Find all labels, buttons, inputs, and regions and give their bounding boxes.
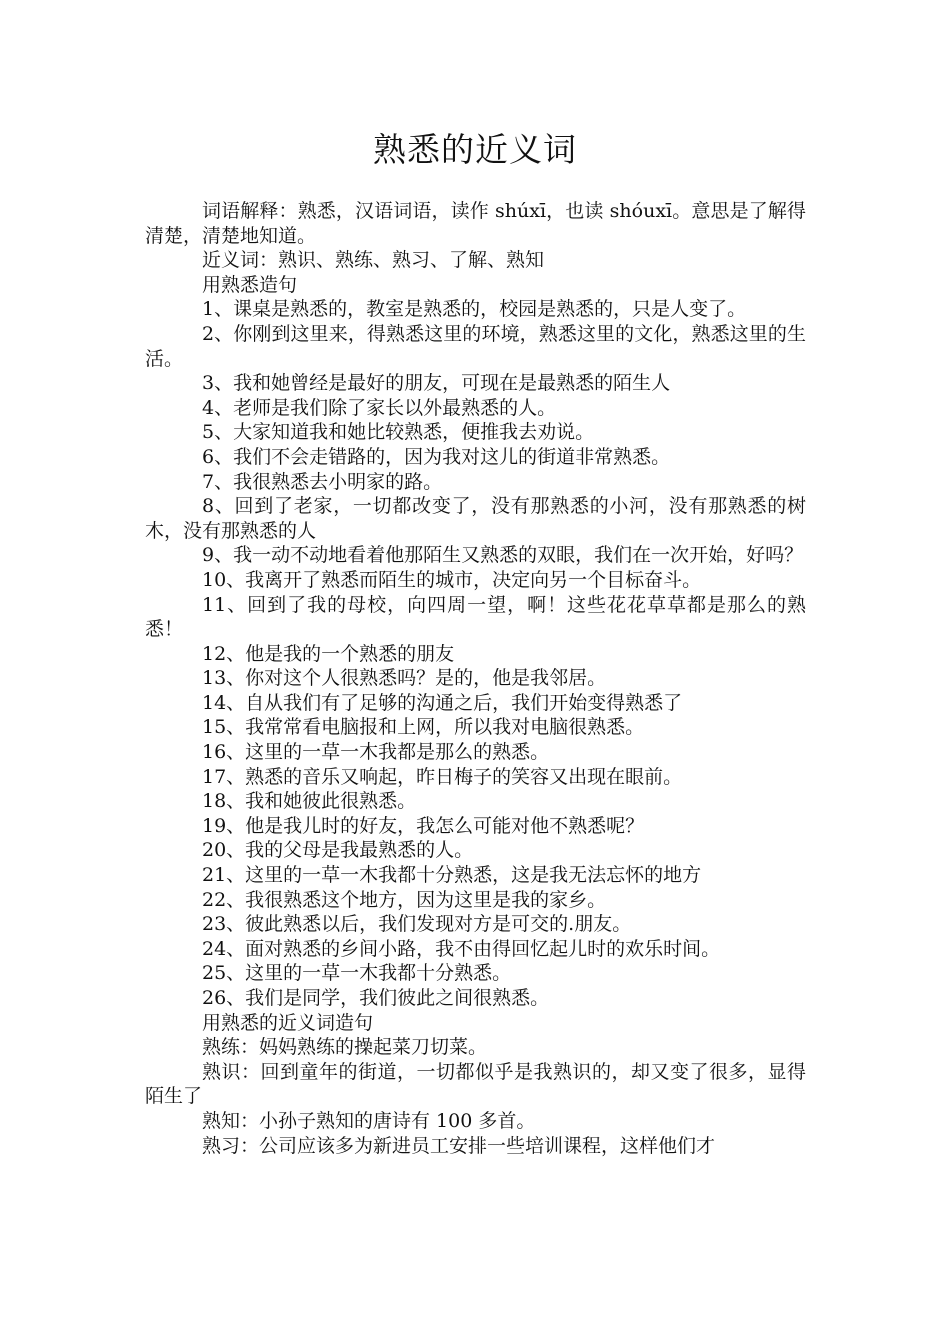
paragraph: 词语解释：熟悉，汉语词语，读作 shúxī，也读 shóuxī。意思是了解得清楚，清楚地知道。 [145, 200, 806, 247]
paragraph: 2、你刚到这里来，得熟悉这里的环境，熟悉这里的文化，熟悉这里的生活。 [145, 322, 806, 370]
paragraph: 4、老师是我们除了家长以外最熟悉的人。 [202, 396, 557, 419]
paragraph: 5、大家知道我和她比较熟悉，便推我去劝说。 [202, 421, 595, 444]
paragraph: 18、我和她彼此很熟悉。 [202, 790, 417, 813]
paragraph: 7、我很熟悉去小明家的路。 [202, 470, 443, 493]
paragraph: 熟练：妈妈熟练的操起菜刀切菜。 [202, 1036, 488, 1059]
paragraph: 25、这里的一草一木我都十分熟悉。 [202, 962, 512, 985]
paragraph: 20、我的父母是我最熟悉的人。 [202, 839, 474, 862]
paragraph: 用熟悉造句 [202, 273, 298, 296]
paragraph: 6、我们不会走错路的，因为我对这儿的街道非常熟悉。 [202, 445, 671, 468]
paragraph: 23、彼此熟悉以后，我们发现对方是可交的.朋友。 [202, 913, 632, 936]
paragraph: 10、我离开了熟悉而陌生的城市，决定向另一个目标奋斗。 [202, 568, 702, 591]
paragraph: 1、课桌是熟悉的，教室是熟悉的，校园是熟悉的，只是人变了。 [202, 298, 747, 321]
paragraph: 15、我常常看电脑报和上网，所以我对电脑很熟悉。 [202, 716, 645, 739]
paragraph: 26、我们是同学，我们彼此之间很熟悉。 [202, 987, 550, 1009]
paragraph: 熟习：公司应该多为新进员工安排一些培训课程，这样他们才 [202, 1134, 716, 1157]
paragraph: 11、回到了我的母校，向四周一望，啊！这些花花草草都是那么的熟悉！ [145, 593, 806, 641]
paragraph: 3、我和她曾经是最好的朋友，可现在是最熟悉的陌生人 [202, 372, 671, 395]
paragraph: 22、我很熟悉这个地方，因为这里是我的家乡。 [202, 888, 607, 911]
paragraph: 13、你对这个人很熟悉吗？是的，他是我邻居。 [202, 667, 607, 690]
paragraph: 14、自从我们有了足够的沟通之后，我们开始变得熟悉了 [202, 691, 683, 714]
paragraph: 9、我一动不动地看着他那陌生又熟悉的双眼，我们在一次开始，好吗？ [202, 544, 804, 567]
paragraph: 12、他是我的一个熟悉的朋友 [202, 642, 455, 665]
paragraph: 近义词：熟识、熟练、熟习、了解、熟知 [202, 249, 545, 272]
paragraph: 21、这里的一草一木我都十分熟悉，这是我无法忘怀的地方 [202, 864, 702, 887]
paragraph: 16、这里的一草一木我都是那么的熟悉。 [202, 741, 550, 764]
paragraph: 24、面对熟悉的乡间小路，我不由得回忆起儿时的欢乐时间。 [202, 937, 721, 960]
paragraph: 熟识：回到童年的街道，一切都似乎是我熟识的，却又变了很多，显得陌生了 [145, 1060, 806, 1108]
paragraph: 熟知：小孙子熟知的唐诗有 100 多首。 [202, 1109, 536, 1132]
paragraph: 19、他是我儿时的好友，我怎么可能对他不熟悉呢？ [202, 814, 645, 837]
paragraph: 8、回到了老家，一切都改变了，没有那熟悉的小河，没有那熟悉的树木，没有那熟悉的人 [145, 495, 806, 542]
document-body [145, 199, 806, 1158]
document-title: 熟悉的近义词 [373, 130, 577, 169]
paragraph: 用熟悉的近义词造句 [202, 1011, 374, 1034]
paragraph: 17、熟悉的音乐又响起，昨日梅子的笑容又出现在眼前。 [202, 765, 683, 788]
